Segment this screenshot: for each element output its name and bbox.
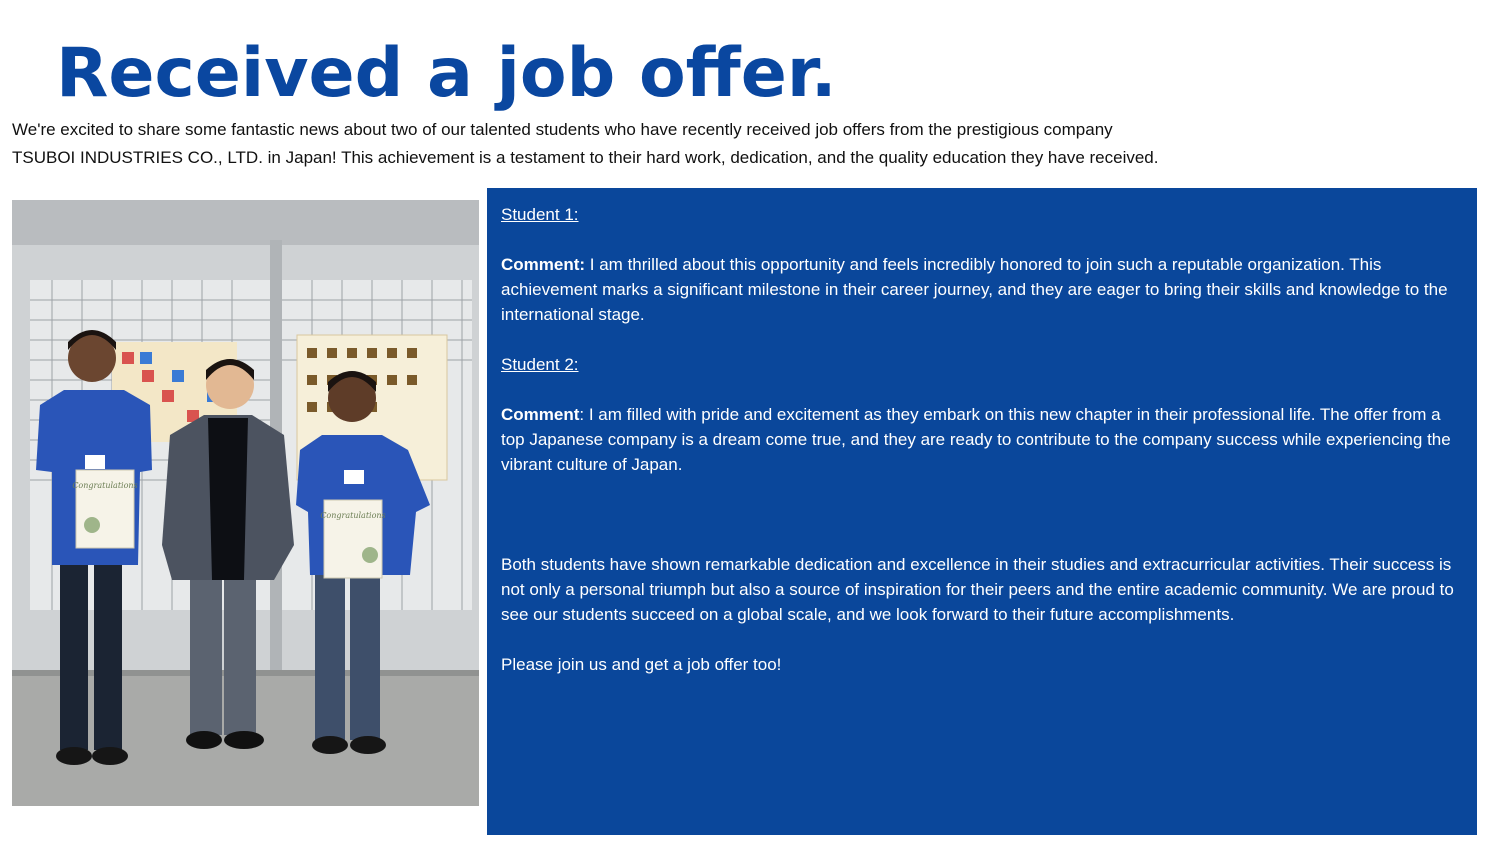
student-2-comment-label: Comment	[501, 405, 580, 424]
student-1-comment-text: I am thrilled about this opportunity and feels incredibly honored to join such a reputable organization. This achievement marks a significant milestone in their career journey, and they are eager to bring their skills and knowledge to the international stage.	[501, 255, 1448, 324]
call-to-action: Please join us and get a job offer too!	[501, 655, 782, 674]
students-photo	[12, 200, 479, 806]
student-2-heading: Student 2:	[501, 355, 579, 374]
student-2-comment-text: : I am filled with pride and excitement as they embark on this new chapter in their professional life. The offer from a top Japanese company is a dream come true, and they are ready to contribute to the company success while experiencing the vibrant culture of Japan.	[501, 405, 1451, 474]
students-photo-illustration	[12, 200, 479, 806]
student-1-comment	[501, 252, 1463, 327]
closing-paragraph: Both students have shown remarkable dedication and excellence in their studies and extracurricular activities. Their success is not only a personal triumph but also a source of inspiration for their peers and the entire academic community. We are proud to see our students succeed on a global scale, and we look forward to their future accomplishments.	[501, 555, 1454, 624]
certificate-1-text: Congratulations	[72, 481, 138, 490]
intro-line-2: TSUBOI INDUSTRIES CO., LTD. in Japan! This achievement is a testament to their hard work, dedication, and the quality education they have received.	[12, 148, 1159, 167]
student-2-comment	[501, 402, 1463, 477]
page-title: Received a job offer.	[56, 34, 837, 113]
student-comments-panel	[487, 188, 1477, 835]
certificate-2-text: Congratulations	[320, 511, 386, 520]
intro-paragraph	[12, 116, 1472, 172]
intro-line-1: We're excited to share some fantastic news about two of our talented students who have recently received job offers from the prestigious company	[12, 120, 1113, 139]
student-1-heading: Student 1:	[501, 205, 579, 224]
student-1-comment-label: Comment:	[501, 255, 586, 274]
